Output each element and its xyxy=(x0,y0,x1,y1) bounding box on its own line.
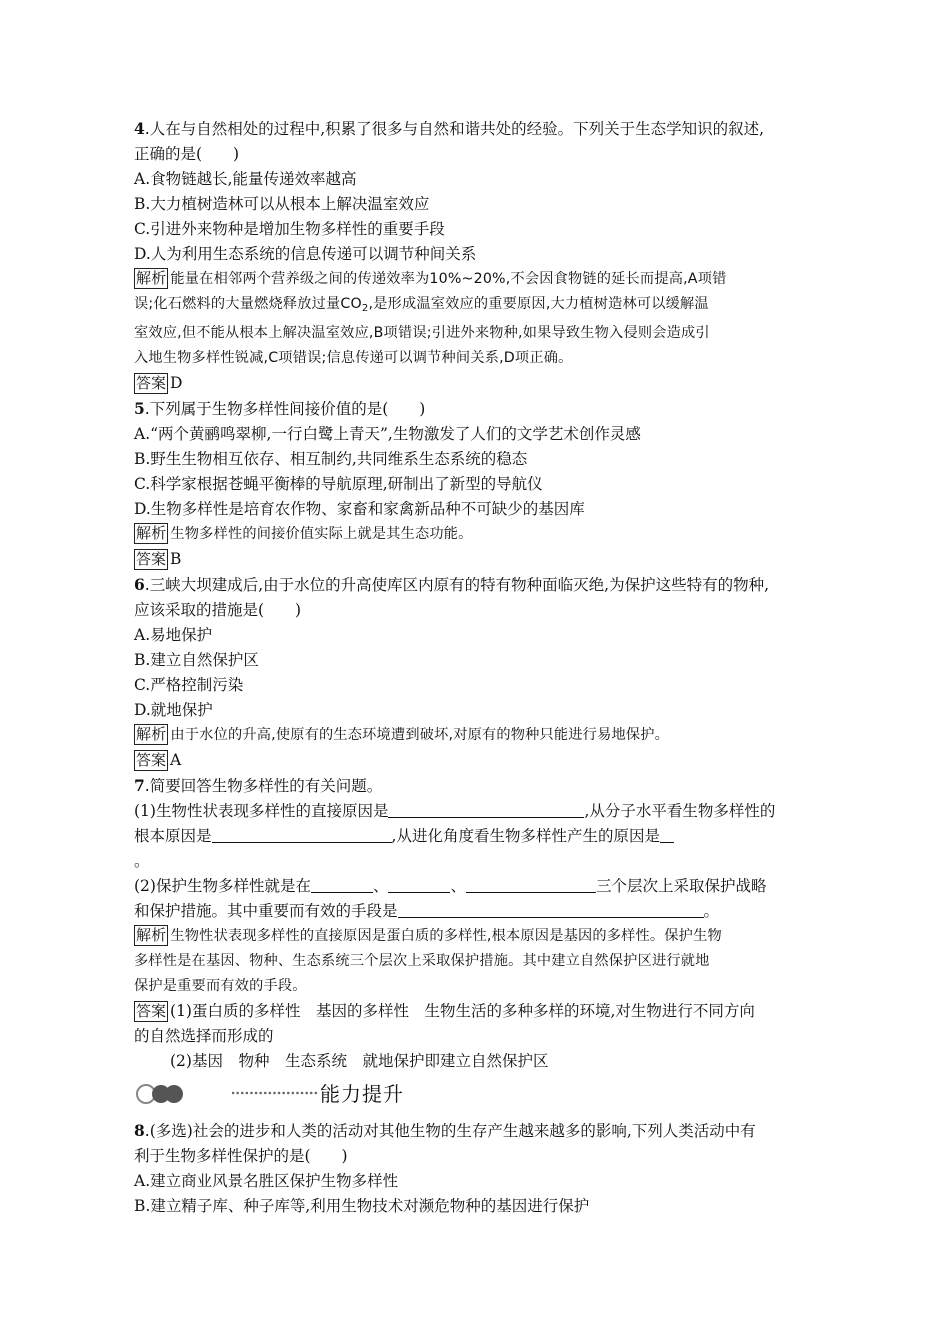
answer-line: (2)基因 物种 生态系统 就地保护即建立自然保护区 xyxy=(170,1052,549,1070)
answer-line: 的自然选择而形成的 xyxy=(134,1027,274,1045)
answer-blank[interactable] xyxy=(388,801,584,818)
answer-blank[interactable] xyxy=(398,901,704,918)
option-c: C.科学家根据苍蝇平衡棒的导航原理,研制出了新型的导航仪 xyxy=(134,475,543,493)
option-b: B.建立自然保护区 xyxy=(134,651,259,669)
explanation-line: 误;化石燃料的大量燃烧释放过量$CO_2$,是形成温室效应的重要原因,大力植树造林可以缓解温 xyxy=(134,296,709,314)
question-7-stem: 7.简要回答生物多样性的有关问题。 xyxy=(134,776,383,795)
explanation: 解析 能量在相邻两个营养级之间的传递效率为10%~20%,不会因食物链的延长而提高,A项错 xyxy=(136,269,727,287)
question-7-part-1: (1)生物性状表现多样性的直接原因是 ,从分子水平看生物多样性的 xyxy=(134,802,776,820)
option-d: D.就地保护 xyxy=(134,701,213,719)
dotted-line-icon xyxy=(232,1091,318,1095)
answer-blank[interactable] xyxy=(311,876,373,893)
answer-blank[interactable] xyxy=(660,826,674,843)
answer: 答案 D xyxy=(136,374,183,392)
question-number: 4 xyxy=(134,119,145,138)
answer-tag: 答案 xyxy=(136,1002,167,1020)
option-a: A.建立商业风景名胜区保护生物多样性 xyxy=(134,1172,399,1190)
question-number: 6 xyxy=(134,575,145,594)
question-7-part-2-cont: 和保护措施。其中重要而有效的手段是 。 xyxy=(134,902,720,920)
option-b: B.野生生物相互依存、相互制约,共同维系生态系统的稳态 xyxy=(134,450,528,468)
answer: 答案 A xyxy=(136,751,182,769)
answer-blank[interactable] xyxy=(466,876,596,893)
option-a: A.易地保护 xyxy=(134,626,213,644)
option-c: C.严格控制污染 xyxy=(134,676,244,694)
explanation-line: 保护是重要而有效的手段。 xyxy=(134,978,307,994)
explanation-line: 多样性是在基因、物种、生态系统三个层次上采取保护措施。其中建立自然保护区进行就地 xyxy=(134,953,710,969)
question-7-part-1-end: 。 xyxy=(134,852,150,870)
answer: 答案 B xyxy=(136,550,182,568)
question-8-stem: 8.(多选)社会的进步和人类的活动对其他生物的生存产生越来越多的影响,下列人类活动中有 xyxy=(134,1121,756,1140)
answer-tag: 答案 xyxy=(136,374,167,392)
question-number: 5 xyxy=(134,399,145,418)
question-6-stem: 6.三峡大坝建成后,由于水位的升高使库区内原有的特有物种面临灭绝,为保护这些特有的物种, xyxy=(134,575,770,594)
explanation-tag: 解析 xyxy=(136,269,167,287)
explanation-line: 入地生物多样性锐减,C项错误;信息传递可以调节种间关系,D项正确。 xyxy=(134,350,573,366)
explanation-line: 室效应,但不能从根本上解决温室效应,B项错误;引进外来物种,如果导致生物入侵则会造成引 xyxy=(134,325,710,341)
option-b: B.大力植树造林可以从根本上解决温室效应 xyxy=(134,195,430,213)
option-b: B.建立精子库、种子库等,利用生物技术对濒危物种的基因进行保护 xyxy=(134,1197,590,1215)
answer-blank[interactable] xyxy=(388,876,450,893)
question-number: 8 xyxy=(134,1121,145,1140)
question-6-stem-cont: 应该采取的措施是( ) xyxy=(134,601,302,619)
answer: 答案 (1)蛋白质的多样性 基因的多样性 生物生活的多种多样的环境,对生物进行不同方向 xyxy=(136,1002,755,1020)
question-5-stem: 5.下列属于生物多样性间接价值的是( ) xyxy=(134,399,426,418)
question-8-stem-cont: 利于生物多样性保护的是( ) xyxy=(134,1147,348,1165)
worksheet-page xyxy=(134,116,814,1219)
section-circles-icon xyxy=(136,1082,188,1106)
section-title: 能力提升 xyxy=(320,1082,404,1106)
answer-tag: 答案 xyxy=(136,550,167,568)
question-4-stem: 4.人在与自然相处的过程中,积累了很多与自然和谐共处的经验。下列关于生态学知识的叙述, xyxy=(134,119,765,138)
option-d: D.生物多样性是培育农作物、家畜和家禽新品种不可缺少的基因库 xyxy=(134,500,585,518)
question-7-part-1-cont: 根本原因是 ,从进化角度看生物多样性产生的原因是 xyxy=(134,824,814,849)
question-number: 7 xyxy=(134,776,145,795)
answer-tag: 答案 xyxy=(136,751,167,769)
answer-blank[interactable] xyxy=(212,826,392,843)
option-a: A.食物链越长,能量传递效率越高 xyxy=(134,170,357,188)
explanation-tag: 解析 xyxy=(136,725,167,743)
explanation: 解析 由于水位的升高,使原有的生态环境遭到破坏,对原有的物种只能进行易地保护。 xyxy=(136,725,670,743)
question-7-part-2: (2)保护生物多样性就是在 、 、 三个层次上采取保护战略 xyxy=(134,877,767,895)
option-d: D.人为利用生态系统的信息传递可以调节种间关系 xyxy=(134,245,477,263)
option-c: C.引进外来物种是增加生物多样性的重要手段 xyxy=(134,220,445,238)
question-4-stem-cont: 正确的是( ) xyxy=(134,145,240,163)
option-a: A.“两个黄鹂鸣翠柳,一行白鹭上青天”,生物激发了人们的文学艺术创作灵感 xyxy=(134,425,641,443)
explanation: 解析 生物性状表现多样性的直接原因是蛋白质的多样性,根本原因是基因的多样性。保护生物 xyxy=(136,926,722,944)
explanation-tag: 解析 xyxy=(136,926,167,944)
section-header xyxy=(134,1076,814,1110)
explanation-tag: 解析 xyxy=(136,524,167,542)
explanation: 解析 生物多样性的间接价值实际上就是其生态功能。 xyxy=(136,524,473,542)
